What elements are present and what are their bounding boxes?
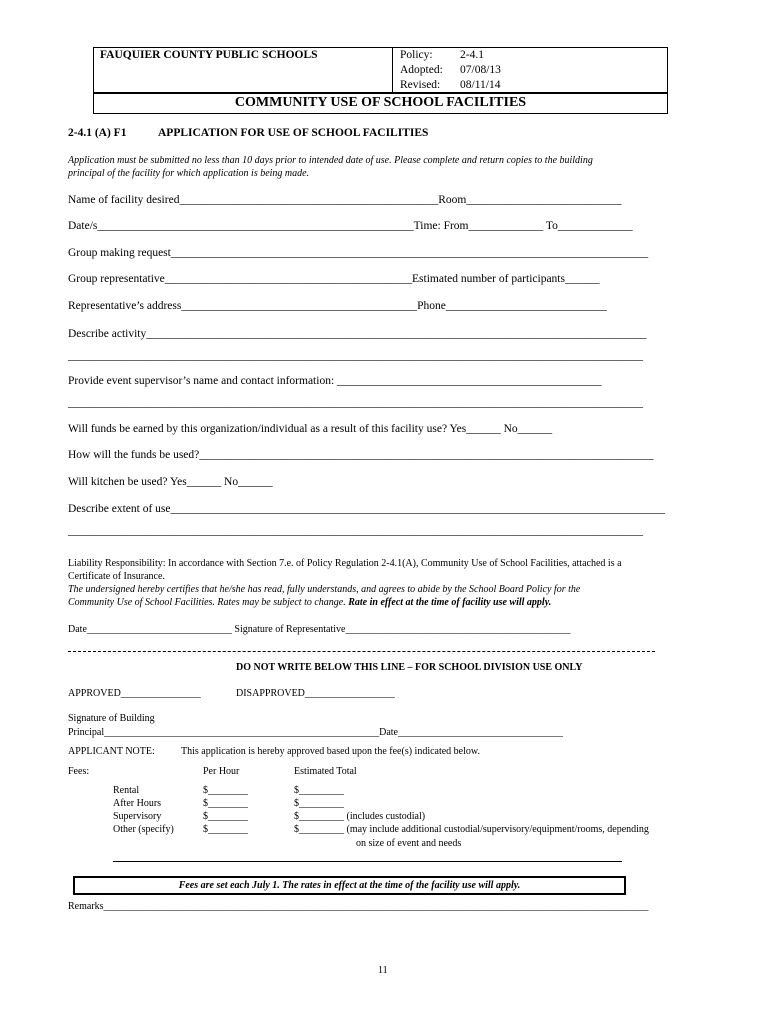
page-number: 11: [378, 965, 388, 976]
supervisor-field-cont[interactable]: ____________________________________________________________________________________________________: [68, 397, 643, 409]
fee-row-name: Supervisory: [113, 811, 162, 822]
section-heading: APPLICATION FOR USE OF SCHOOL FACILITIES: [158, 127, 429, 139]
policy-value: 2-4.1: [460, 49, 484, 61]
cut-line: [68, 651, 655, 652]
fee-row-hour[interactable]: $________: [203, 785, 248, 796]
fee-row-total[interactable]: $_________ (includes custodial): [294, 811, 426, 822]
funds-used-field[interactable]: How will the funds be used?_______________________________________________________________________________: [68, 449, 654, 461]
section-code: 2-4.1 (A) F1: [68, 127, 127, 139]
office-use-heading: DO NOT WRITE BELOW THIS LINE – FOR SCHOOL DIVISION USE ONLY: [236, 662, 583, 673]
liability-line-1: Liability Responsibility: In accordance with Section 7.e. of Policy Regulation 2-4.1(A), Community Use of School Facilities, attached is a: [68, 558, 622, 569]
supervisor-field[interactable]: Provide event supervisor’s name and contact information: ______________________________________________: [68, 375, 602, 387]
district-name: FAUQUIER COUNTY PUBLIC SCHOOLS: [100, 49, 318, 61]
approved-field[interactable]: APPROVED________________: [68, 688, 201, 699]
fees-label: Fees:: [68, 766, 90, 777]
per-hour-header: Per Hour: [203, 766, 240, 777]
instructions-line-1: Application must be submitted no less than 10 days prior to intended date of use. Please complete and return copies to the building: [68, 155, 593, 166]
dates-time-field[interactable]: Date/s_______________________________________________________Time: From_____________ To_____________: [68, 220, 633, 232]
activity-field-cont[interactable]: ____________________________________________________________________________________________________: [68, 350, 643, 362]
estimated-total-header: Estimated Total: [294, 766, 357, 777]
fee-row-total[interactable]: $_________: [294, 785, 344, 796]
group-field[interactable]: Group making request___________________________________________________________________________________: [68, 247, 649, 259]
applicant-note-label: APPLICANT NOTE:: [68, 746, 155, 757]
liability-line-4-text: Community Use of School Facilities. Rates may be subject to change.: [68, 597, 346, 608]
instructions-line-2: principal of the facility for which application is being made.: [68, 168, 310, 179]
fee-row-total[interactable]: $_________: [294, 798, 344, 809]
adopted-label: Adopted:: [400, 64, 443, 76]
facility-field[interactable]: Name of facility desired_____________________________________________Room___________________________: [68, 194, 622, 206]
fee-row-hour[interactable]: $________: [203, 798, 248, 809]
fee-row-name: Other (specify): [113, 824, 174, 835]
policy-label: Policy:: [400, 49, 433, 61]
address-phone-field[interactable]: Representative’s address_________________________________________Phone____________________________: [68, 300, 607, 312]
document-title: COMMUNITY USE OF SCHOOL FACILITIES: [93, 92, 668, 114]
extent-field-cont[interactable]: ____________________________________________________________________________________________________: [68, 525, 643, 537]
revised-label: Revised:: [400, 79, 441, 91]
activity-field[interactable]: Describe activity_______________________________________________________________________________________: [68, 328, 647, 340]
fee-row-name: After Hours: [113, 798, 162, 809]
remarks-field[interactable]: Remarks_____________________________________________________________________________________________________________: [68, 901, 649, 912]
adopted-value: 07/08/13: [460, 64, 501, 76]
extent-field[interactable]: Describe extent of use______________________________________________________________________________________: [68, 503, 666, 515]
disapproved-field[interactable]: DISAPPROVED__________________: [236, 688, 395, 699]
applicant-note-text: This application is hereby approved based upon the fee(s) indicated below.: [181, 746, 480, 757]
liability-line-2: Certificate of Insurance.: [68, 571, 165, 582]
fee-row-hour[interactable]: $________: [203, 824, 248, 835]
fee-row-name: Rental: [113, 785, 140, 796]
fee-row-hour[interactable]: $________: [203, 811, 248, 822]
fee-note-continued: on size of event and needs: [356, 838, 462, 849]
liability-line-4: [68, 597, 551, 608]
liability-rate-note: Rate in effect at the time of facility use will apply.: [348, 597, 552, 608]
fees-notice-box: Fees are set each July 1. The rates in effect at the time of the facility use will apply.: [73, 876, 626, 895]
revised-value: 08/11/14: [460, 79, 501, 91]
signature-date-field[interactable]: Date_____________________________ Signature of Representative_____________________________________________: [68, 624, 571, 635]
fees-divider: [113, 861, 622, 862]
header-divider: [392, 47, 393, 93]
fee-row-total[interactable]: $_________ (may include additional custodial/supervisory/equipment/rooms, depending: [294, 824, 649, 835]
principal-date-field[interactable]: Principal_______________________________________________________Date_________________________________: [68, 727, 563, 738]
representative-field[interactable]: Group representative___________________________________________Estimated number of participants______: [68, 273, 600, 285]
kitchen-field[interactable]: Will kitchen be used? Yes______ No______: [68, 476, 273, 488]
liability-line-3: The undersigned hereby certifies that he/she has read, fully understands, and agrees to abide by the School Board Policy for the: [68, 584, 581, 595]
building-signature-label: Signature of Building: [68, 713, 155, 724]
funds-earned-field[interactable]: Will funds be earned by this organization/individual as a result of this facility use? Yes______ No______: [68, 423, 553, 435]
